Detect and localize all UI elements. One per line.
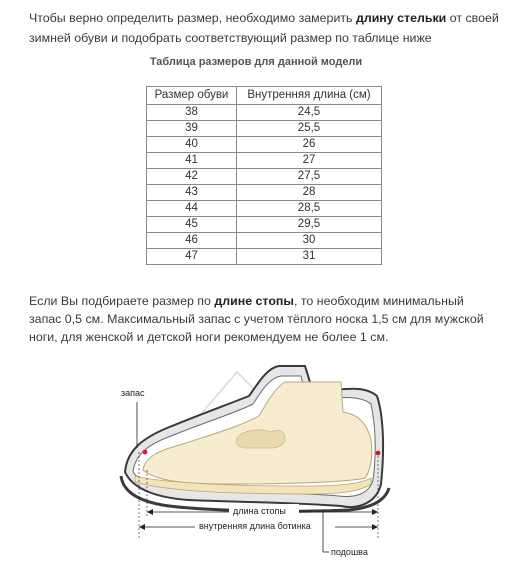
cell-inner-length: 28: [237, 185, 382, 201]
cell-inner-length: 24,5: [237, 105, 382, 121]
cell-shoe-size: 42: [147, 169, 237, 185]
watermark-bear: [236, 430, 285, 448]
table-row: [147, 233, 382, 249]
cell-inner-length: 30: [237, 233, 382, 249]
foot-length-arrow-right: [372, 509, 378, 515]
cell-shoe-size: 46: [147, 233, 237, 249]
header-inner-length: Внутренняя длина (см): [237, 87, 382, 105]
table-row: [147, 137, 382, 153]
label-margin: запас: [121, 388, 145, 398]
table-row: [147, 169, 382, 185]
intro-text-bold: длину стельки: [355, 11, 447, 25]
fit-advice-text: [29, 292, 499, 346]
cell-shoe-size: 41: [147, 153, 237, 169]
size-table-header-row: [147, 87, 382, 105]
intro-text-part: Чтобы верно определить размер, необходимо замерить: [29, 11, 356, 25]
cell-shoe-size: 43: [147, 185, 237, 201]
inner-length-arrow-right: [372, 524, 378, 530]
fit-advice-part: , то необходим минимальный запас 0,5 см. Максимальный запас с учетом тёплого носка 1,5 см для мужской ноги, для женской и детской ноги рекомендуем не более 1 см.: [29, 294, 484, 344]
table-row: [147, 201, 382, 217]
cell-inner-length: 27,5: [237, 169, 382, 185]
cell-inner-length: 31: [237, 249, 382, 265]
cell-shoe-size: 44: [147, 201, 237, 217]
boot-measurement-diagram: [109, 352, 423, 570]
cell-shoe-size: 39: [147, 121, 237, 137]
size-table-title: Таблица размеров для данной модели: [149, 56, 363, 68]
fit-advice-bold: длине стопы: [214, 294, 294, 308]
table-row: [147, 185, 382, 201]
cell-shoe-size: 45: [147, 217, 237, 233]
table-row: [147, 105, 382, 121]
table-row: [147, 249, 382, 265]
label-inner-length: внутренняя длина ботинка: [199, 521, 311, 531]
inner-length-arrow-left: [139, 524, 145, 530]
cell-shoe-size: 47: [147, 249, 237, 265]
label-sole: подошва: [331, 547, 368, 557]
cell-inner-length: 26: [237, 137, 382, 153]
header-shoe-size: Размер обуви: [147, 87, 237, 105]
table-row: [147, 121, 382, 137]
toe-marker: [143, 450, 148, 455]
label-foot-length: длина стопы: [233, 506, 286, 516]
cell-shoe-size: 40: [147, 137, 237, 153]
fit-advice-part: Если Вы подбираете размер по: [29, 294, 215, 308]
foot-length-arrow-left: [147, 509, 153, 515]
cell-inner-length: 28,5: [237, 201, 382, 217]
table-row: [147, 153, 382, 169]
intro-text: [29, 8, 499, 48]
cell-inner-length: 29,5: [237, 217, 382, 233]
cell-inner-length: 27: [237, 153, 382, 169]
boot-diagram-svg: [109, 352, 423, 570]
intro-text-part: от своей зимней обуви и подобрать соответствующий размер по таблице ниже: [29, 11, 499, 45]
table-row: [147, 217, 382, 233]
size-table: [146, 86, 382, 265]
cell-inner-length: 25,5: [237, 121, 382, 137]
cell-shoe-size: 38: [147, 105, 237, 121]
